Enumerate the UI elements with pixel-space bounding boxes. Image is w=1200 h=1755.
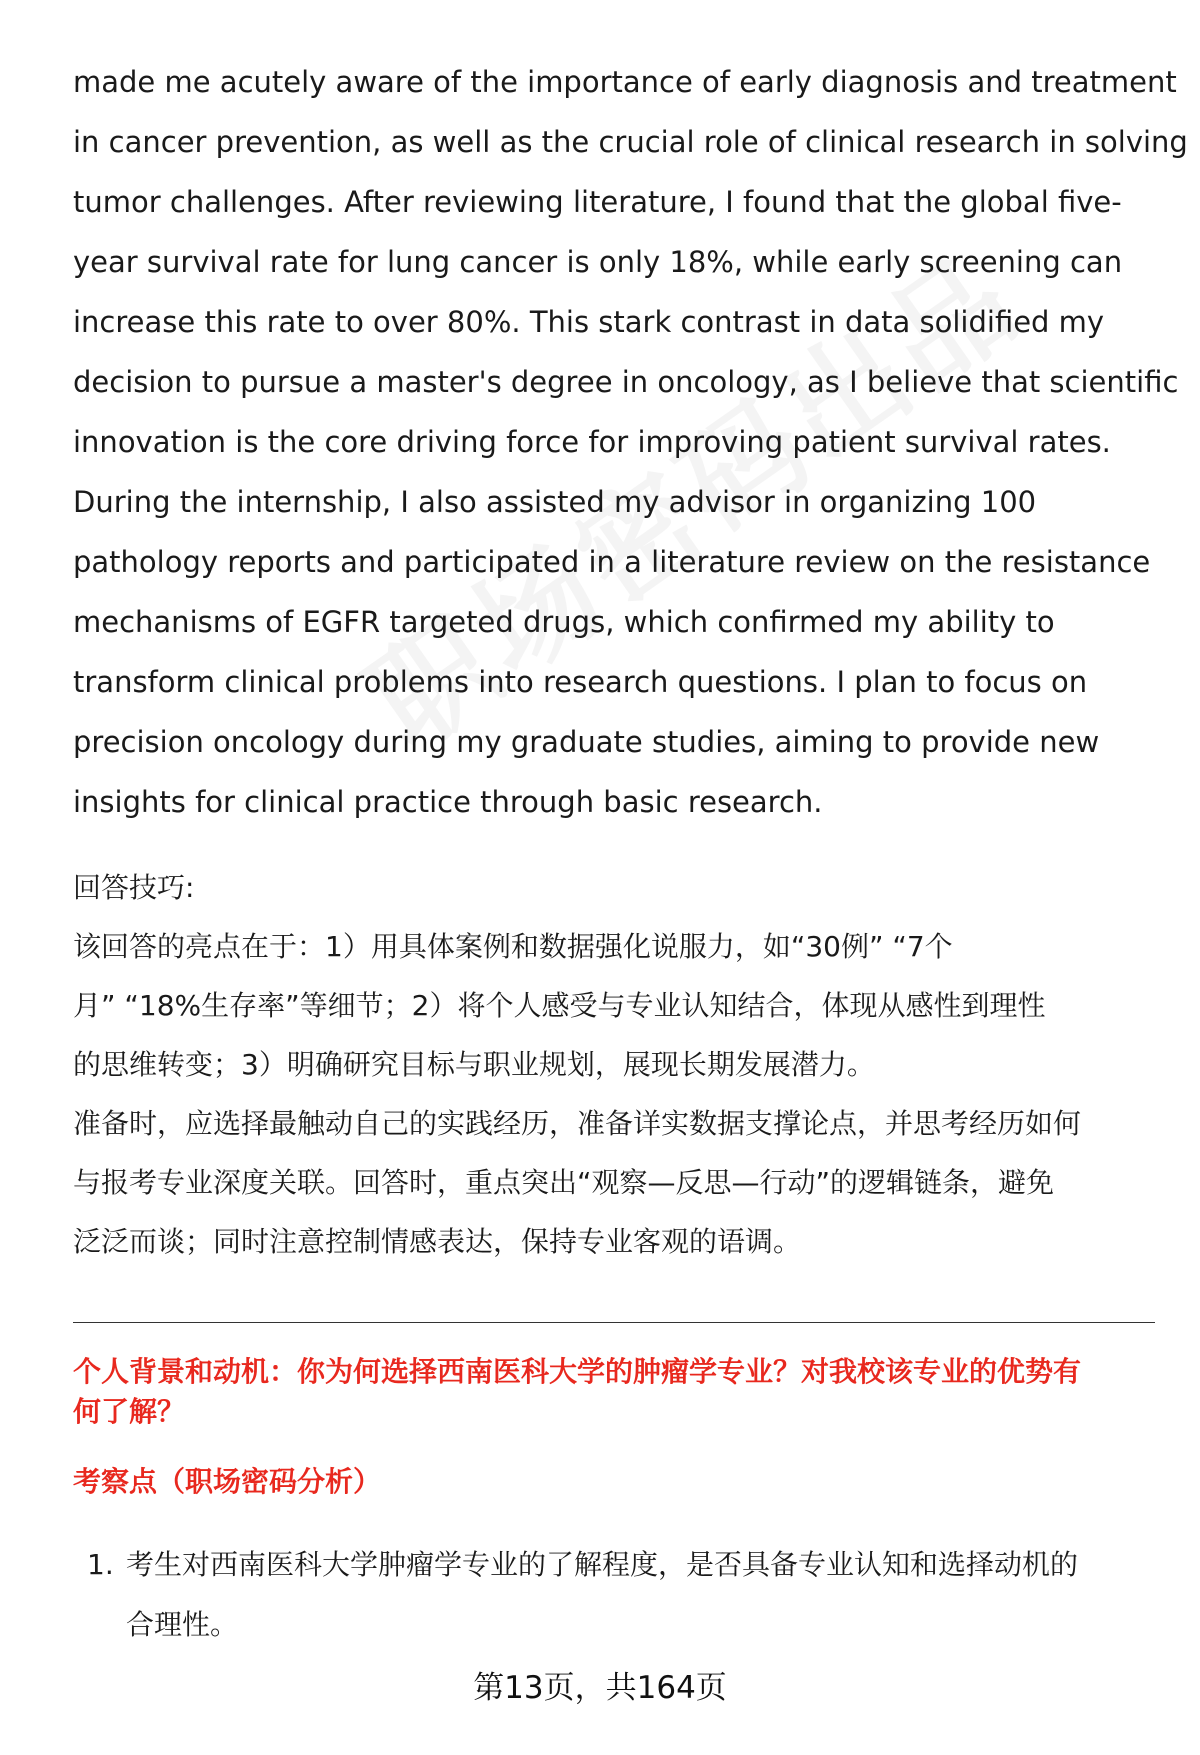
tips-heading: 回答技巧: [73, 871, 195, 904]
list-item-line: 考生对西南医科大学肿瘤学专业的了解程度，是否具备专业认知和选择动机的 [126, 1548, 1079, 1581]
paragraph-line: transform clinical problems into research questions. I plan to focus on [73, 665, 1088, 699]
tips-line: 准备时，应选择最触动自己的实践经历，准备详实数据支撑论点，并思考经历如何 [73, 1107, 1082, 1140]
tips-line: 月” “18%生存率”等细节；2）将个人感受与专业认知结合，体现从感性到理性 [73, 989, 1046, 1022]
paragraph-line: increase this rate to over 80%. This stark contrast in data solidified my [73, 305, 1105, 339]
list-item-number: 1. [87, 1548, 114, 1581]
paragraph-line: made me acutely aware of the importance of early diagnosis and treatment [73, 65, 1177, 99]
answer-tips-section [73, 858, 1153, 1271]
tips-line: 该回答的亮点在于：1）用具体案例和数据强化说服力，如“30例” “7个 [73, 930, 953, 963]
paragraph-line: pathology reports and participated in a literature review on the resistance [73, 545, 1151, 579]
paragraph-line: innovation is the core driving force for improving patient survival rates. [73, 425, 1111, 459]
assessment-points-list [73, 1535, 1153, 1655]
list-item [73, 1535, 1153, 1655]
tips-line: 的思维转变；3）明确研究目标与职业规划，展现长期发展潜力。 [73, 1048, 875, 1081]
question-line: 个人背景和动机：你为何选择西南医科大学的肿瘤学专业？对我校该专业的优势有 [73, 1355, 1082, 1388]
paragraph-line: During the internship, I also assisted my advisor in organizing 100 [73, 485, 1037, 519]
tips-line: 泛泛而谈；同时注意控制情感表达，保持专业客观的语调。 [73, 1225, 802, 1258]
section-divider [73, 1322, 1155, 1323]
paragraph-line: in cancer prevention, as well as the crucial role of clinical research in solving [73, 125, 1188, 159]
paragraph-line: precision oncology during my graduate studies, aiming to provide new [73, 725, 1100, 759]
paragraph-line: decision to pursue a master's degree in oncology, as I believe that scientific [73, 365, 1179, 399]
answer-continuation-paragraph [73, 52, 1188, 832]
page-number-footer: 第13页，共164页 [473, 1670, 727, 1706]
paragraph-line: year survival rate for lung cancer is only 18%, while early screening can [73, 245, 1123, 279]
interview-question-heading [73, 1352, 1163, 1432]
tips-line: 与报考专业深度关联。回答时，重点突出“观察—反思—行动”的逻辑链条，避免 [73, 1166, 1055, 1199]
question-line: 何了解？ [73, 1395, 186, 1428]
assessment-points-heading: 考察点（职场密码分析） [73, 1465, 382, 1498]
paragraph-line: insights for clinical practice through basic research. [73, 785, 823, 819]
list-item-line: 合理性。 [126, 1608, 239, 1641]
paragraph-line: tumor challenges. After reviewing literature, I found that the global five- [73, 185, 1122, 219]
paragraph-line: mechanisms of EGFR targeted drugs, which confirmed my ability to [73, 605, 1055, 639]
